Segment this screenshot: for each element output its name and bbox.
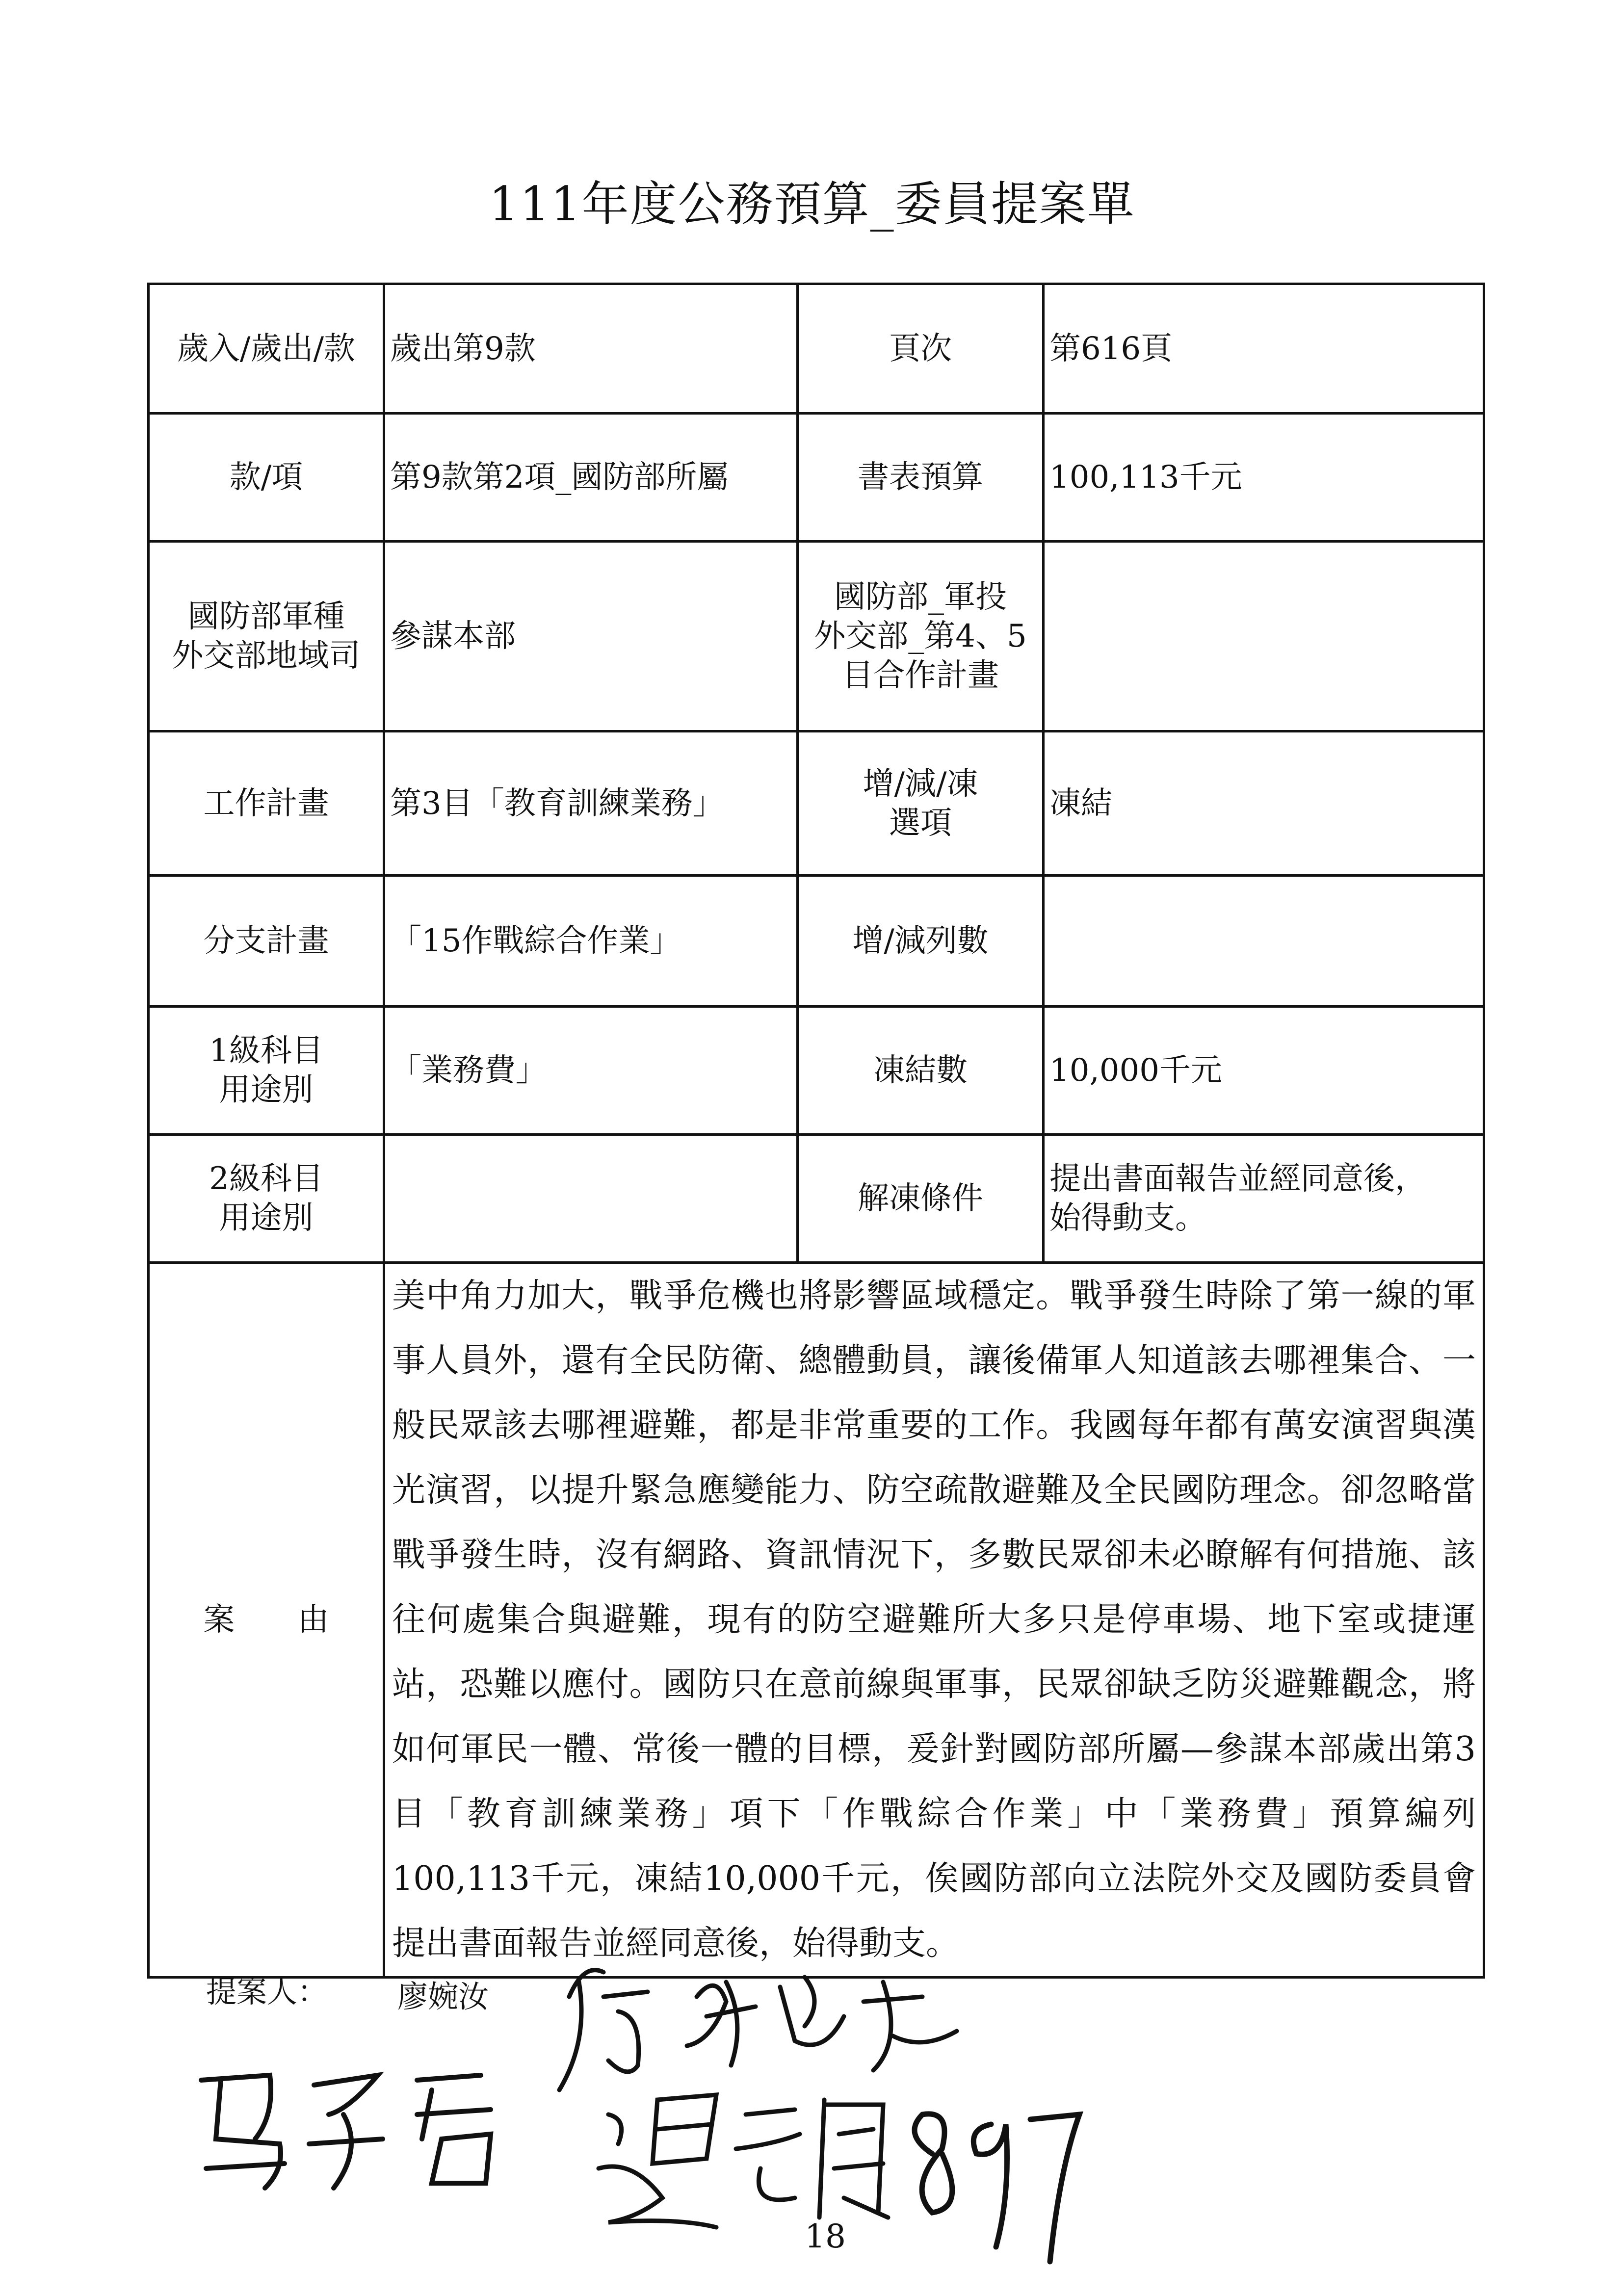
field-value: 提出書面報告並經同意後， 始得動支。	[1044, 1135, 1484, 1263]
field-value: 參謀本部	[384, 542, 798, 731]
page-number: 18	[805, 2218, 846, 2255]
field-value	[384, 1135, 798, 1263]
field-label: 工作計畫	[149, 731, 384, 876]
field-value	[1044, 876, 1484, 1007]
field-label: 解凍條件	[798, 1135, 1044, 1263]
field-label: 2級科目 用途別	[149, 1135, 384, 1263]
field-label: 款/項	[149, 414, 384, 542]
field-value: 「業務費」	[384, 1007, 798, 1135]
field-value: 第3目「教育訓練業務」	[384, 731, 798, 876]
form-row	[149, 876, 1484, 1007]
field-label: 增/減列數	[798, 876, 1044, 1007]
field-label: 書表預算	[798, 414, 1044, 542]
proposal-form-table	[147, 283, 1485, 1979]
field-label: 頁次	[798, 284, 1044, 414]
form-row	[149, 414, 1484, 542]
field-value: 「15作戰綜合作業」	[384, 876, 798, 1007]
form-row	[149, 1135, 1484, 1263]
reason-text: 美中角力加大，戰爭危機也將影響區域穩定。戰爭發生時除了第一線的軍事人員外，還有全民防衛、總體動員，讓後備軍人知道該去哪裡集合、一般民眾該去哪裡避難，都是非常重要的工作。我國每年都有萬安演習與漢光演習，以提升緊急應變能力、防空疏散避難及全民國防理念。卻忽略當戰爭發生時，沒有網路、資訊情況下，多數民眾卻未必瞭解有何措施、該往何處集合與避難，現有的防空避難所大多只是停車場、地下室或捷運站，恐難以應付。國防只在意前線與軍事，民眾卻缺乏防災避難觀念，將如何軍民一體、常後一體的目標，爰針對國防部所屬—參謀本部歲出第3目「教育訓練業務」項下「作戰綜合作業」中「業務費」預算編列100,113千元，凍結10,000千元，俟國防部向立法院外交及國防委員會提出書面報告並經同意後，始得動支。	[384, 1263, 1484, 1978]
field-label: 增/減/凍 選項	[798, 731, 1044, 876]
signature-wen	[589, 2070, 1109, 2276]
signature-ma	[186, 2041, 520, 2203]
form-row	[149, 731, 1484, 876]
form-row	[149, 542, 1484, 731]
document-title: 111年度公務預算_委員提案單	[489, 177, 1135, 232]
field-value: 10,000千元	[1044, 1007, 1484, 1135]
form-row	[149, 1007, 1484, 1135]
proposer-name: 廖婉汝	[397, 1979, 489, 2014]
field-label: 國防部軍種 外交部地域司	[149, 542, 384, 731]
field-value: 第616頁	[1044, 284, 1484, 414]
field-value: 凍結	[1044, 731, 1484, 876]
field-value: 歲出第9款	[384, 284, 798, 414]
reason-label: 案 由	[149, 1263, 384, 1978]
field-value: 第9款第2項_國防部所屬	[384, 414, 798, 542]
proposer-label: 提案人：	[206, 1974, 328, 2009]
field-label: 凍結數	[798, 1007, 1044, 1135]
reason-row	[149, 1263, 1484, 1978]
form-row	[149, 284, 1484, 414]
field-value: 100,113千元	[1044, 414, 1484, 542]
field-label: 分支計畫	[149, 876, 384, 1007]
field-label: 1級科目 用途別	[149, 1007, 384, 1135]
field-label: 歲入/歲出/款	[149, 284, 384, 414]
field-label: 國防部_軍投 外交部_第4、5 目合作計畫	[798, 542, 1044, 731]
field-value	[1044, 542, 1484, 731]
